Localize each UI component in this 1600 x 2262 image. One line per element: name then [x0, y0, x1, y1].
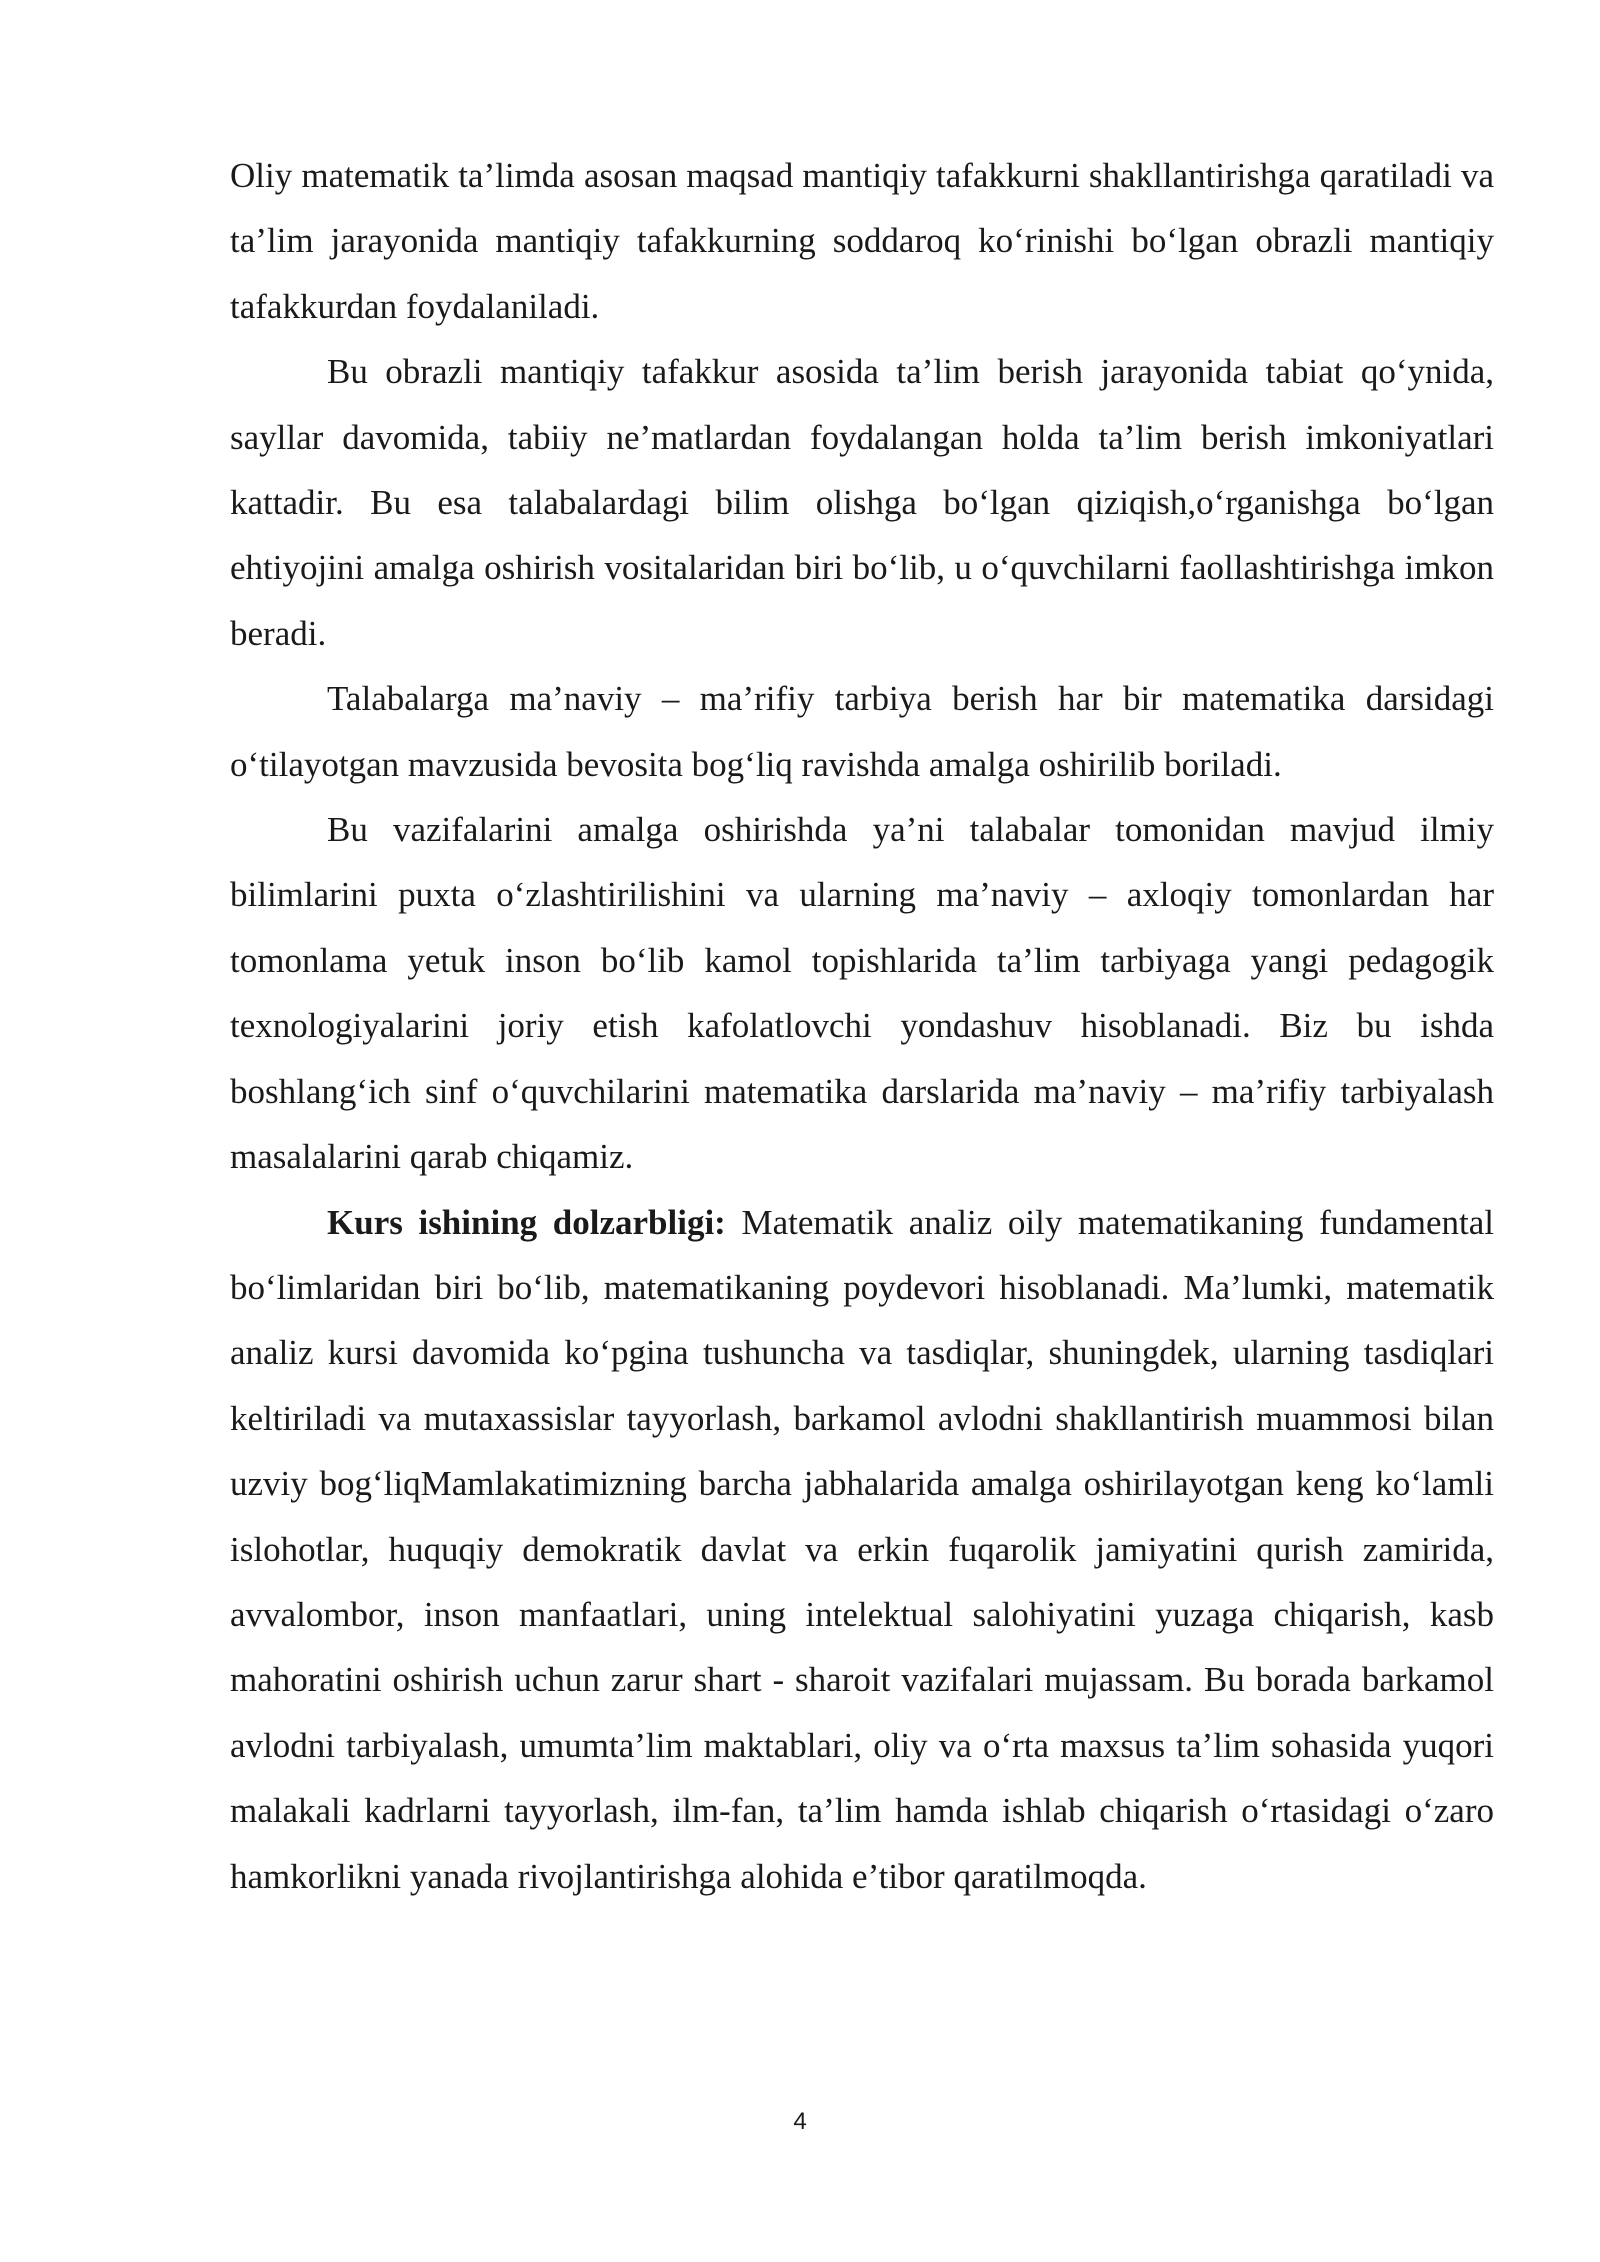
paragraph-2 [230, 339, 1494, 666]
paragraph-4 [230, 797, 1494, 1189]
document-body [230, 143, 1494, 1909]
paragraph-2-text: Bu obrazli mantiqiy tafakkur asosida ta’lim berish jarayonida tabiat qo‘ynida, sayllar davomida, tabiiy ne’matlardan foydalangan holda ta’lim berish imkoniyatlari kattadir. Bu esa talabalardagi bilim olishga bo‘lgan qiziqish,o‘rganishga bo‘lgan ehtiyojini amalga oshirish vositalaridan biri bo‘lib, u o‘quvchilarni faollashtirishga imkon beradi. [230, 352, 1494, 653]
page-number: 4 [793, 2108, 807, 2135]
paragraph-5-text: Matematik analiz oily matematikaning fundamental bo‘limlaridan biri bo‘lib, matematikaning poydevori hisoblanadi. Ma’lumki, matematik analiz kursi davomida ko‘pgina tushuncha va tasdiqlar, shuningdek, ularning tasdiqlari keltiriladi va mutaxassislar tayyorlash, barkamol avlodni shakllantirish muammosi bilan uzviy bog‘liqMamlakatimizning barcha jabhalarida amalga oshirilayotgan keng ko‘lamli islohotlar, huquqiy demokratik davlat va erkin fuqarolik jamiyatini qurish zamirida, avvalombor, inson manfaatlari, uning intelektual salohiyatini yuzaga chiqarish, kasb mahoratini oshirish uchun zarur shart - sharoit vazifalari mujassam. Bu borada barkamol avlodni tarbiyalash, umumta’lim maktablari, oliy va o‘rta maxsus ta’lim sohasida yuqori malakali kadrlarni tayyorlash, ilm-fan, ta’lim hamda ishlab chiqarish o‘rtasidagi o‘zaro hamkorlikni yanada rivojlantirishga alohida e’tibor qaratilmoqda. [230, 1202, 1494, 1896]
paragraph-1 [230, 143, 1494, 339]
paragraph-3-text: Talabalarga ma’naviy – ma’rifiy tarbiya berish har bir matematika darsidagi o‘tilayotgan mavzusida bevosita bog‘liq ravishda amalga oshirilib boriladi. [230, 679, 1494, 784]
paragraph-5-heading: Kurs ishining dolzarbligi: [327, 1202, 726, 1242]
paragraph-4-text: Bu vazifalarini amalga oshirishda ya’ni talabalar tomonidan mavjud ilmiy bilimlarini puxta o‘zlashtirilishini va ularning ma’naviy – axloqiy tomonlardan har tomonlama yetuk inson bo‘lib kamol topishlarida ta’lim tarbiyaga yangi pedagogik texnologiyalarini joriy etish kafolatlovchi yondashuv hisoblanadi. Biz bu ishda boshlang‘ich sinf o‘quvchilarini matematika darslarida ma’naviy – ma’rifiy tarbiyalash masalalarini qarab chiqamiz. [230, 810, 1494, 1177]
paragraph-5 [230, 1190, 1494, 1909]
paragraph-1-text: Oliy matematik ta’limda asosan maqsad mantiqiy tafakkurni shakllantirishga qaratiladi va ta’lim jarayonida mantiqiy tafakkurning soddaroq ko‘rinishi bo‘lgan obrazli mantiqiy tafakkurdan foydalaniladi. [230, 156, 1494, 326]
paragraph-3 [230, 666, 1494, 797]
